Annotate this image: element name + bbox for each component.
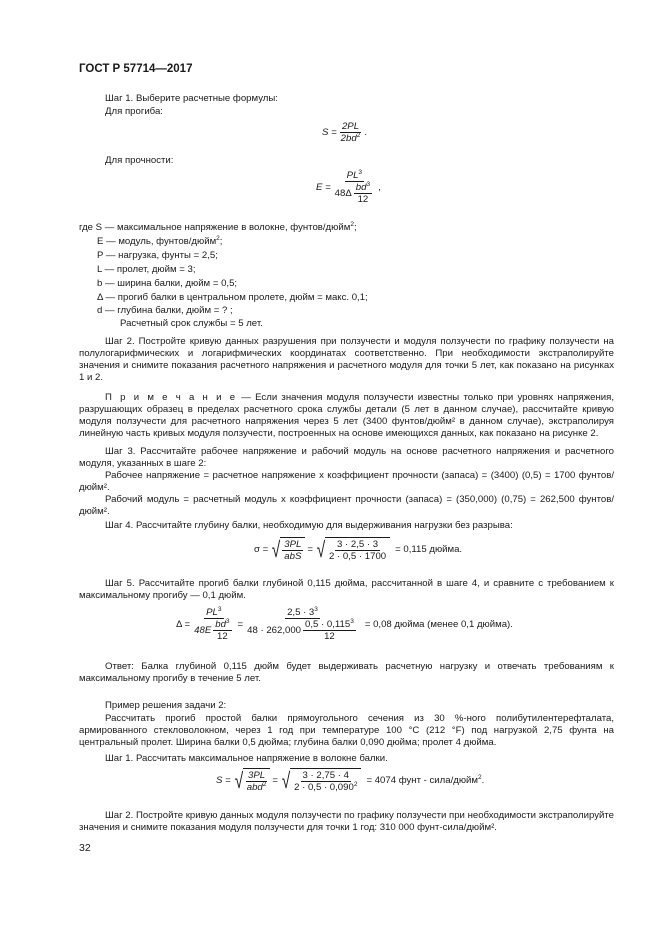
def-delta: Δ — прогиб балки в центральном пролете, дюйм = макс. 0,1;	[97, 292, 368, 303]
page-number: 32	[79, 842, 91, 854]
formula-modulus: E = $PL^3$ 48Δ $bd^3$ 12 ,	[316, 169, 381, 205]
def-b: b — ширина балки, дюйм = 0,5;	[97, 278, 238, 289]
work-stress-paragraph: Рабочее напряжение = расчетное напряжение х коэффициент прочности (запаса) = (3400) (0,5) = 1700 фунтов/дюйм².	[79, 470, 614, 493]
formula-deflection-check: Δ = $PL^3$ 48E $bd^3$ 12 = $2,5 \cdot 3^3$ 48 · 262,000 $0,5 \cdot 0,115^3$ 12 = 0,08 дюйма (менее 0,1 дюйма).	[176, 606, 513, 642]
def-S: где S — максимальное напряжение в волокне, фунтов/дюйм$^2$;	[79, 221, 357, 233]
def-E: E — модуль, фунтов/дюйм$^2$;	[97, 235, 223, 247]
step4-line: Шаг 4. Рассчитайте глубину балки, необходимую для выдерживания нагрузки без разрыва:	[105, 520, 513, 531]
step3-paragraph: Шаг 3. Рассчитайте рабочее напряжение и рабочий модуль на основе расчетного напряжения и расчетного модуля, указанных в шаге 2:	[79, 446, 614, 469]
example2-label: Пример решения задачи 2:	[105, 700, 227, 711]
formula-max-stress: S = √ 3PL abd$^2$ = √ $\frac{3 \cdot 2,75 \cdot 4}{2 \cdot 0,5 \cdot 0,090^2}$ = 4074 фунт - сила/дюйм$^2$.	[216, 767, 485, 793]
def-d: d — глубина балки, дюйм = ? ;	[97, 305, 233, 316]
step2-paragraph: Шаг 2. Постройте кривую данных разрушения при ползучести и модуля ползучести по графику ползучести на полулогарифмических и логарифмических координатах соответственно. При необходимости экстраполируйте значения и снимите показания расчетного напряжения и расчетного модуля для точки 5 лет, как показано на рисунках 1 и 2.	[79, 336, 614, 383]
task2-paragraph: Рассчитать прогиб простой балки прямоугольного сечения из 30 %-ного полибутилентерефталата, армированного стекловолокном, через 1 год при температуре 100 °C (212 °F) под нагрузкой 2,75 фунта на центральный пролет. Ширина балки 0,5 дюйма; глубина балки 0,090 дюйма; пролет 4 дюйма.	[79, 713, 614, 748]
formula-depth: σ = √ 3PL abS = √ $\frac{3 \cdot 2,5 \cdot 3}{2 \cdot 0,5 \cdot 1700}$ = 0,115 дюйма.	[254, 536, 463, 562]
step5-paragraph: Шаг 5. Рассчитайте прогиб балки глубиной 0,115 дюйма, рассчитанной в шаге 4, и сравните с требованием к максимальному прогибу — 0,1 дюйм.	[79, 578, 614, 601]
service-life: Расчетный срок службы = 5 лет.	[120, 318, 263, 329]
formula-deflection: S = $\frac{2PL}{2bd^2}$ .	[322, 121, 367, 144]
for-strength-label: Для прочности:	[105, 155, 174, 166]
step1-line: Шаг 1. Выберите расчетные формулы:	[105, 93, 278, 104]
step2b-paragraph: Шаг 2. Постройте кривую данных модуля ползучести по графику ползучести при необходимости экстраполируйте значения и снимите показания модуля ползучести для точки 1 год: 310 000 фунт-сила/дюйм².	[79, 810, 614, 833]
work-modulus-paragraph: Рабочий модуль = расчетный модуль х коэффициент прочности (запаса) = (350,000) (0,75) = 262,500 фунтов/дюйм².	[79, 494, 614, 517]
def-P: P — нагрузка, фунты = 2,5;	[97, 250, 218, 261]
for-deflection-label: Для прогиба:	[105, 106, 163, 117]
step1b-line: Шаг 1. Рассчитать максимальное напряжение в волокне балки.	[105, 753, 388, 764]
answer-paragraph: Ответ: Балка глубиной 0,115 дюйм будет выдерживать расчетную нагрузку и отвечать требованиям к максимальному прогибу в течение 5 лет.	[79, 661, 614, 684]
note-paragraph: П р и м е ч а н и е — Если значения модуля ползучести известны только при уровнях напряжения, разрушающих образец в пределах расчетного срока службы детали (5 лет в данном случае), рассчитайте кривую модуля ползучести для расчетного напряжения через 5 лет (3400 фунтов/дюйм² в данном случае), экстраполируя линейную часть кривых модуля ползучести, построенных на основе имеющихся данных, как показано на рисунке 2.	[79, 392, 614, 439]
document-header: ГОСТ Р 57714—2017	[79, 63, 193, 75]
def-L: L — пролет, дюйм = 3;	[97, 264, 196, 275]
